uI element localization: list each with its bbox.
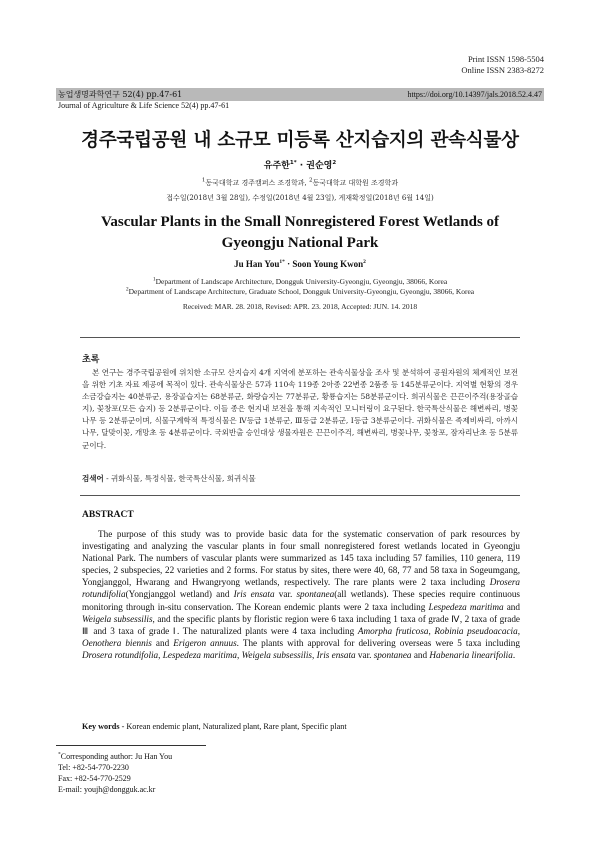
journal-ko: 농업생명과학연구 52(4) pp.47-61 <box>58 90 183 99</box>
footnote-corresponding-text: Corresponding author: Ju Han You <box>60 752 173 761</box>
species-name: Amorpha fruticosa <box>357 625 429 636</box>
abstract-en-run: , <box>517 625 520 636</box>
issn-block <box>461 54 544 76</box>
abstract-en-run: , and the specific plants by floristic region were 6 taxa including 1 taxa of grade Ⅳ, 2 taxa of grade Ⅲ and 3 taxa of grade Ⅰ. The naturalized plants were 4 taxa including <box>82 613 520 636</box>
species-name: Iris ensata <box>316 649 356 660</box>
abstract-en-text <box>82 528 520 661</box>
abstract-ko-heading: 초록 <box>82 355 100 365</box>
abstract-en-run: , <box>237 649 242 660</box>
author-separator-en: · <box>284 259 293 269</box>
abstract-en-run: var. <box>274 589 297 600</box>
footnote-tel: Tel: +82-54-770-2230 <box>58 763 129 772</box>
print-issn: Print ISSN 1598-5504 <box>467 54 544 64</box>
keywords-ko-label: 검색어 <box>82 474 104 483</box>
title-english-line-2: Gyeongju National Park <box>221 235 379 251</box>
author-1-ko-mark: 1* <box>289 160 297 166</box>
author-1-en-mark: 1* <box>279 259 285 265</box>
abstract-en-run: . <box>512 649 516 660</box>
title-korean: 경주국립공원 내 소규모 미등록 산지습지의 관속식물상 <box>81 130 519 151</box>
abstract-en-run: , <box>311 649 317 660</box>
species-name: Erigeron annuus <box>173 637 237 648</box>
keywords-en <box>82 722 347 731</box>
author-2-en: Soon Young Kwon <box>292 259 364 269</box>
affil-2-en-mark: 2 <box>125 286 129 293</box>
authors-english <box>56 259 544 269</box>
species-name: spontanea <box>296 589 335 600</box>
species-name: Drosera rotundifolia <box>82 577 520 600</box>
author-2-en-mark: 2 <box>363 259 366 265</box>
dates-english: Received: MAR. 28. 2018, Revised: APR. 23. 2018, Accepted: JUN. 14. 2018 <box>182 302 418 311</box>
species-name: spontanea <box>373 649 412 660</box>
title-english-line-1: Vascular Plants in the Small Nonregistered Forest Wetlands of <box>100 214 500 230</box>
abstract-en-run: , <box>158 649 163 660</box>
affil-1-en-mark: 1 <box>152 276 156 283</box>
affil-2-en-line <box>56 287 544 297</box>
species-name: Lespedeza maritima <box>428 601 504 612</box>
footnote-corresponding <box>58 751 172 762</box>
footnote-email[interactable]: E-mail: youjh@dongguk.ac.kr <box>58 785 156 794</box>
species-name: Lespedeza maritima <box>162 649 238 660</box>
affil-1-en-line <box>56 277 544 287</box>
author-1-ko: 유주한 <box>263 161 290 171</box>
affil-1-en: Department of Landscape Architecture, Dongguk University-Gyeongju, Gyeongju, 38066, Korea <box>155 277 448 286</box>
keywords-ko <box>82 473 256 484</box>
species-name: Weigela subsessilis <box>82 613 153 624</box>
author-2-ko: 권순영 <box>306 161 333 171</box>
species-name: Robinia pseudoacacia <box>434 625 518 636</box>
abstract-top-rule <box>80 337 520 338</box>
dates-korean: 접수일(2018년 3월 28일), 수정일(2018년 4월 23일), 게재확정일(2018년 6월 14일) <box>166 194 434 202</box>
author-separator: · <box>296 161 307 171</box>
affil-1-ko-mark: 1 <box>201 177 206 184</box>
keywords-en-label: Key words <box>82 722 120 731</box>
journal-en: Journal of Agriculture & Life Science 52(4) pp.47-61 <box>58 101 230 110</box>
footnote-fax: Fax: +82-54-770-2529 <box>58 774 131 783</box>
affiliations-english <box>56 277 544 297</box>
species-name: Drosera rotundifolia <box>82 649 159 660</box>
affil-2-en: Department of Landscape Architecture, Graduate School, Dongguk University-Gyeongju, Gyeongju, 38066, Korea <box>128 287 475 296</box>
footnote-rule <box>56 745 206 746</box>
species-name: Habenaria linearifolia <box>429 649 513 660</box>
keywords-en-text: - Korean endemic plant, Naturalized plant, Rare plant, Specific plant <box>119 722 347 731</box>
online-issn: Online ISSN 2383-8272 <box>461 65 544 75</box>
abstract-divider-rule <box>80 495 520 496</box>
abstract-en-run: and <box>503 601 520 612</box>
abstract-en-run: var. <box>355 649 374 660</box>
abstract-ko-text: 본 연구는 경주국립공원에 위치한 소규모 산지습지 4개 지역에 분포하는 관속식물상을 조사 및 분석하여 공원자원의 체계적인 보전을 위한 기초 자료 제공에 목적이 있다. 관속식물상은 57과 110속 119종 2아종 22변종 2품종 등 145분류군이다. 지역별 현황의 경우 소금강습지는 40분류군, 용장골습지는 68분류군, 화랑습지는 77분류군, 황룡습지는 58분류군이다. 희귀식물은 끈끈이주걱(용장골습지), 꽃창포(모든 습지) 등 2분류군이다. 이들 종은 현지내 보전을 통해 지속적인 모니터링이 요구된다. 한국특산식물은 해변싸리, 병꽃나무 등 2분류군이며, 식물구계학적 특정식물은 Ⅳ등급 1분류군, Ⅲ등급 2분류군, Ⅰ등급 3분류군이다. 귀화식물은 족제비싸리, 아까시나무, 달맞이꽃, 개망초 등 4분류군이다. 국외반출 승인대상 생물자원은 끈끈이주걱, 해변싸리, 병꽃나무, 꽃창포, 잠자리난초 등 5분류군이다. <box>82 368 518 450</box>
author-1-en: Ju Han You <box>234 259 280 269</box>
affil-2-ko-mark: 2 <box>308 177 313 184</box>
affil-1-ko: 동국대학교 경주캠퍼스 조경학과, <box>205 179 309 187</box>
affiliations-korean <box>56 178 544 188</box>
title-english <box>70 212 530 254</box>
keywords-ko-text: - 귀화식물, 특정식물, 한국특산식물, 희귀식물 <box>103 474 256 483</box>
species-name: Oenothera biennis <box>82 637 152 648</box>
species-name: Weigela subsessilis <box>241 649 312 660</box>
abstract-en-run: , <box>428 625 435 636</box>
affil-2-ko: 동국대학교 대학원 조경학과 <box>312 179 399 187</box>
footnote-mark: * <box>58 751 61 758</box>
abstract-en-run: (Yongjanggol wetland) and <box>125 589 234 600</box>
abstract-en-heading: ABSTRACT <box>82 510 134 520</box>
abstract-en-run: The purpose of this study was to provide basic data for the systematic conservation of park resources by investigating and analyzing the vascular plants in four small nonregistered forest wetlands located in Gyeongju National Park. The numbers of vascular plants were summarized as 145 taxa including 57 families, 110 genera, 119 species, 2 subspecies, 22 varieties and 2 forms. For status by sites, there were 40, 68, 77 and 58 taxa in Sogeumgang, Yongjanggol, Hwarang and Hwangryong wetlands, respectively. The rare plants were 2 taxa including <box>82 529 520 588</box>
corresponding-footnote <box>58 751 172 795</box>
abstract-en-run: (all wetlands). These species require continuous monitoring through in-situ conservation. The Korean endemic plants were 2 taxa including <box>82 589 520 612</box>
doi-link[interactable]: https://doi.org/10.14397/jals.2018.52.4.47 <box>407 90 542 99</box>
abstract-en-run: and <box>151 637 174 648</box>
species-name: Iris ensata <box>233 589 275 600</box>
authors-korean <box>56 158 544 171</box>
abstract-en-run: . The plants with approval for delivering overseas were 5 taxa including <box>236 637 520 648</box>
abstract-en-run: and <box>411 649 430 660</box>
author-2-ko-mark: 2 <box>332 160 337 166</box>
